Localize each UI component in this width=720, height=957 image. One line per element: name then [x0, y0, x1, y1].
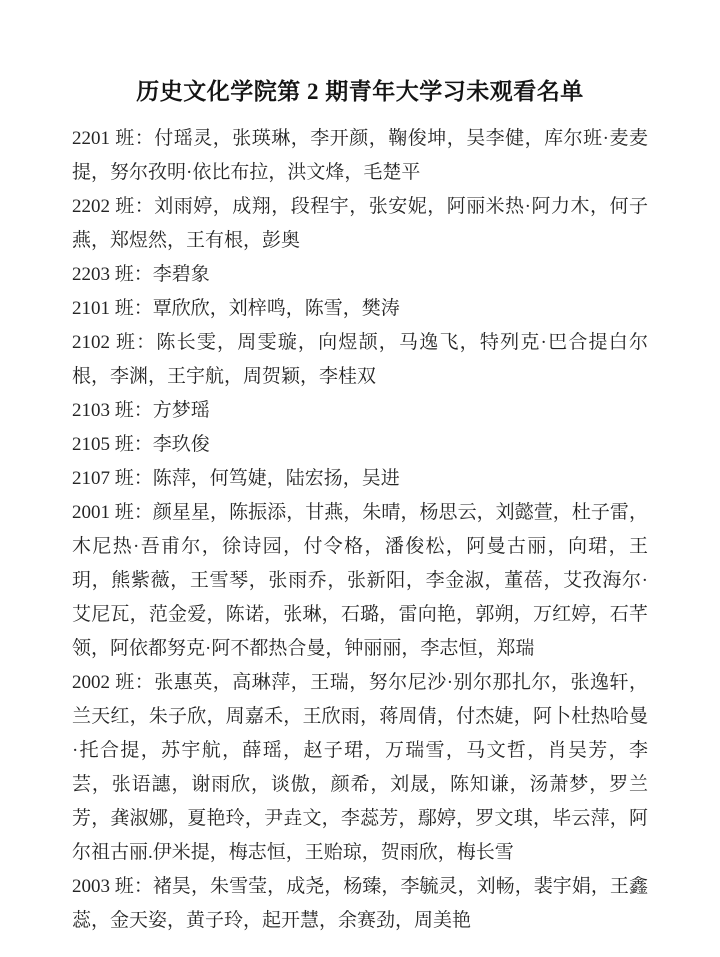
class-label: 2107 班： [72, 468, 153, 489]
class-entry [72, 292, 648, 326]
class-label: 2202 班： [72, 196, 155, 217]
class-entry [72, 666, 648, 870]
class-label: 2101 班： [72, 298, 153, 319]
student-names: 刘雨婷，成翔，段程宇，张安妮，阿丽米热·阿力木，何子燕，郑煜然，王有根，彭奥 [72, 196, 648, 251]
student-names: 李碧象 [152, 264, 210, 285]
class-entry [72, 258, 648, 292]
class-label: 2102 班： [72, 332, 157, 353]
class-entry [72, 122, 648, 190]
class-entry [72, 326, 648, 394]
class-list [72, 122, 648, 938]
class-label: 2105 班： [72, 434, 153, 455]
class-label: 2103 班： [72, 400, 153, 421]
class-entry [72, 496, 648, 666]
student-names: 张惠英，高琳萍，王瑞，努尔尼沙·别尔那扎尔，张逸轩，兰天红，朱子欣，周嘉禾，王欣雨，蒋周倩，付杰婕，阿卜杜热哈曼·托合提，苏宇航，薛瑶，赵子珺，万瑞雪，马文哲，肖吴芳，李芸，张语譓，谢雨欣，谈傲，颜希，刘晟，陈知谦，汤萧梦，罗兰芳，龚淑娜，夏艳玲，尹垚文，李蕊芳，鄢婷，罗文琪，毕云萍，阿尔祖古丽.伊米提，梅志恒，王贻琼，贺雨欣，梅长雪 [72, 672, 648, 863]
class-entry [72, 870, 648, 938]
student-names: 覃欣欣，刘梓鸣，陈雪，樊涛 [152, 298, 400, 319]
class-label: 2001 班： [72, 502, 153, 523]
class-entry [72, 190, 648, 258]
student-names: 颜星星，陈振添，甘燕，朱晴，杨思云，刘懿萱，杜子雷，木尼热·吾甫尔，徐诗园，付令格，潘俊松，阿曼古丽，向珺，王玥，熊紫薇，王雪琴，张雨乔，张新阳，李金淑，董蓓，艾孜海尔·艾尼瓦，范金爱，陈诺，张琳，石璐，雷向艳，郭朔，万红婷，石芊领，阿依都努克·阿不都热合曼，钟丽丽，李志恒，郑瑞 [72, 502, 648, 659]
class-entry [72, 394, 648, 428]
student-names: 付瑶灵，张瑛琳，李开颜，鞠俊坤，吴李健，库尔班·麦麦提，努尔孜明·依比布拉，洪文烽，毛楚平 [72, 128, 648, 183]
class-label: 2002 班： [72, 672, 155, 693]
student-names: 陈长雯，周雯璇，向煜颉，马逸飞，特列克·巴合提白尔根，李渊，王宇航，周贺颖，李桂双 [72, 332, 648, 387]
student-names: 褚昊，朱雪莹，成尧，杨臻，李毓灵，刘畅，裴宇娟，王鑫蕊，金天姿，黄子玲，起开慧，余赛劲，周美艳 [72, 876, 648, 931]
class-entry [72, 462, 648, 496]
class-label: 2201 班： [72, 128, 155, 149]
class-entry [72, 428, 648, 462]
student-names: 方梦瑶 [152, 400, 210, 421]
student-names: 李玖俊 [152, 434, 210, 455]
student-names: 陈萍，何笃婕，陆宏扬，吴进 [152, 468, 400, 489]
page-title: 历史文化学院第 2 期青年大学习未观看名单 [136, 79, 584, 104]
class-label: 2003 班： [72, 876, 153, 897]
class-label: 2203 班： [72, 264, 153, 285]
